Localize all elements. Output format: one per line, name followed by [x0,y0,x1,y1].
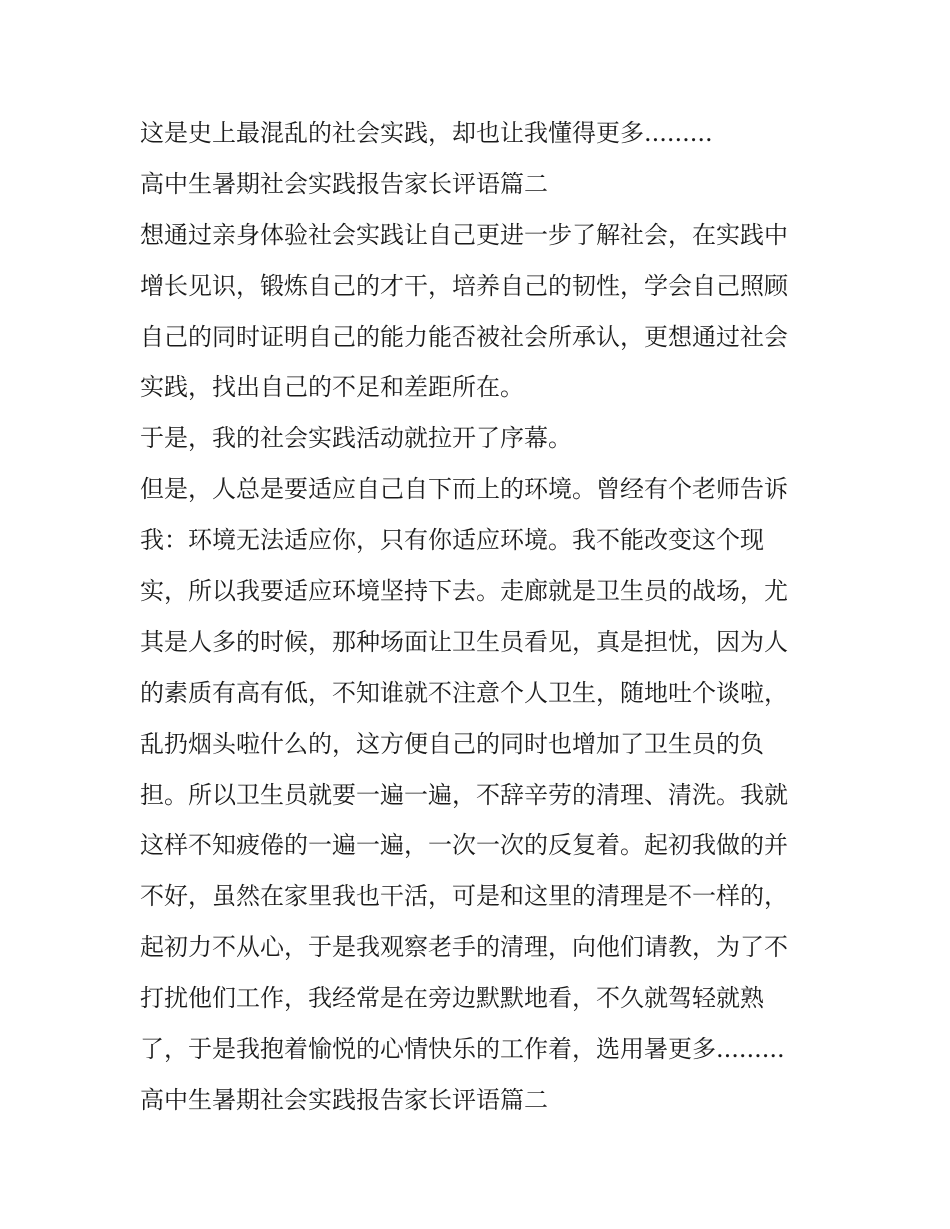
text-line: 的素质有高有低，不知谁就不注意个人卫生，随地吐个谈啦， [140,678,788,707]
text-line: 打扰他们工作，我经常是在旁边默默地看，不久就驾轻就熟 [140,984,764,1013]
text-line: 乱扔烟头啦什么的，这方便自己的同时也增加了卫生员的负 [140,729,764,758]
text-line: 其是人多的时候，那种场面让卫生员看见，真是担忧，因为人 [140,627,788,656]
text-line: 起初力不从心，于是我观察老手的清理，向他们请教，为了不 [140,933,788,962]
text-line: 我：环境无法适应你，只有你适应环境。我不能改变这个现 [140,526,764,555]
text-line: 不好，虽然在家里我也干活，可是和这里的清理是不一样的， [140,882,788,911]
text-line: 这是史上最混乱的社会实践，却也让我懂得更多......... [140,119,713,147]
text-line: 想通过亲身体验社会实践让自己更进一步了解社会，在实践中 [140,220,788,249]
section-heading: 高中生暑期社会实践报告家长评语篇二 [140,1085,548,1114]
text-line: 增长见识，锻炼自己的才干，培养自己的韧性，学会自己照顾 [140,271,788,300]
text-line: 于是，我的社会实践活动就拉开了序幕。 [140,424,572,453]
document-body [140,108,820,1126]
text-line: 担。所以卫生员就要一遍一遍，不辞辛劳的清理、清洗。我就 [140,780,788,809]
text-line: 实践，找出自己的不足和差距所在。 [140,373,524,402]
section-heading: 高中生暑期社会实践报告家长评语篇二 [140,169,548,198]
text-line: 了，于是我抱着愉悦的心情快乐的工作着，选用暑更多......... [140,1035,785,1064]
text-line: 这样不知疲倦的一遍一遍，一次一次的反复着。起初我做的并 [140,831,788,860]
text-line: 实，所以我要适应环境坚持下去。走廊就是卫生员的战场，尤 [140,577,788,606]
text-line: 但是，人总是要适应自己自下而上的环境。曾经有个老师告诉 [140,475,788,504]
text-line: 自己的同时证明自己的能力能否被社会所承认，更想通过社会 [140,322,788,351]
